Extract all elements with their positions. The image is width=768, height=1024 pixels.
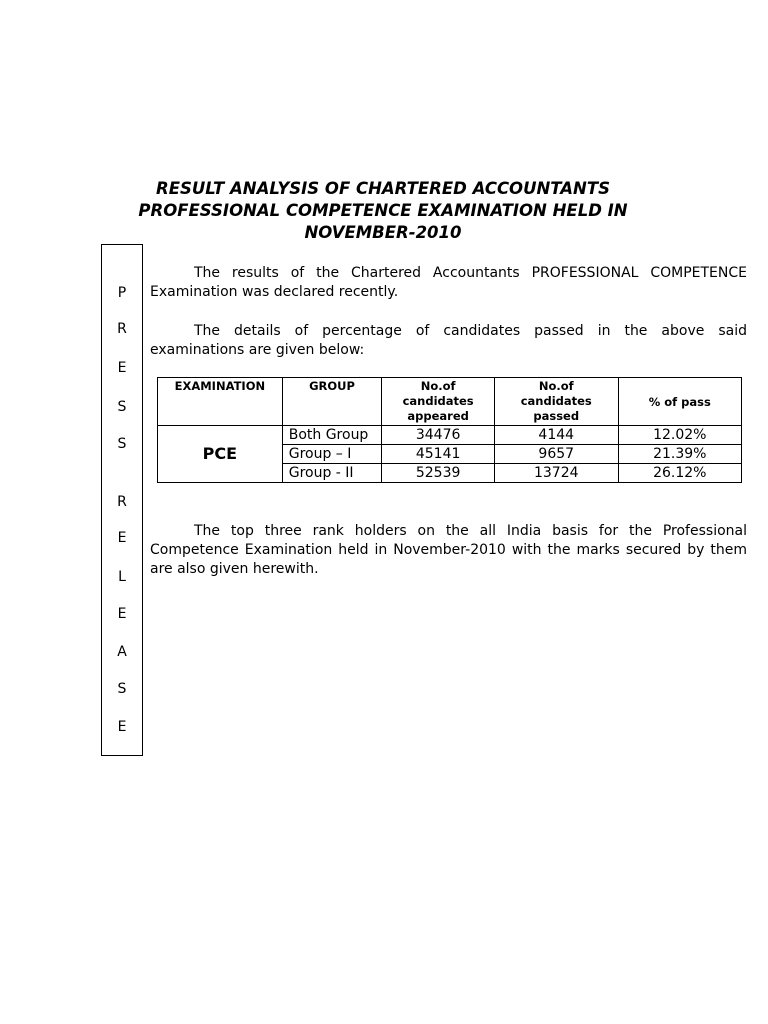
details-paragraph [150,322,747,360]
appeared-cell: 34476 [382,426,495,445]
side-letter: L [118,569,126,585]
passed-cell: 13724 [494,464,618,483]
results-table [157,377,742,483]
side-letter: P [117,285,127,301]
table-row [158,426,742,445]
title-line-3: NOVEMBER-2010 [304,223,462,242]
header-pass-percentage: % of pass [618,378,741,426]
pass-percentage-cell: 21.39% [618,445,741,464]
header-appeared-line: candidates [402,394,474,408]
side-letter: S [117,681,127,697]
header-examination: EXAMINATION [158,378,283,426]
side-letter: E [117,530,127,546]
document-title [100,178,666,244]
header-group: GROUP [282,378,382,426]
intro-paragraph [150,264,747,302]
side-letter: E [117,360,127,376]
header-passed-line: No.of [538,379,574,393]
title-line-1: RESULT ANALYSIS OF CHARTERED ACCOUNTANTS [156,179,610,198]
header-passed [494,378,618,426]
details-text: The details of percentage of candidates passed in the above said examinations are given below: [150,323,747,358]
press-release-side-label [101,244,143,756]
exam-name-cell: PCE [158,426,283,483]
side-letter: R [117,494,127,510]
passed-cell: 9657 [494,445,618,464]
appeared-cell: 45141 [382,445,495,464]
table-header-row [158,378,742,426]
side-letter: R [117,321,127,337]
pass-percentage-cell: 26.12% [618,464,741,483]
rank-holders-paragraph [150,522,747,579]
appeared-cell: 52539 [382,464,495,483]
group-cell: Group – I [282,445,382,464]
side-letter: E [117,606,127,622]
title-line-2: PROFESSIONAL COMPETENCE EXAMINATION HELD IN [138,201,628,220]
header-passed-line: passed [533,409,580,423]
pass-percentage-cell: 12.02% [618,426,741,445]
rank-holders-text: The top three rank holders on the all India basis for the Professional Competence Examination held in November-2010 with the marks secured by them are also given herewith. [150,523,747,577]
header-appeared [382,378,495,426]
side-letter: A [117,644,127,660]
side-letter: E [117,719,127,735]
header-appeared-line: appeared [407,409,469,423]
group-cell: Group - II [282,464,382,483]
header-appeared-line: No.of [420,379,456,393]
header-passed-line: candidates [520,394,592,408]
passed-cell: 4144 [494,426,618,445]
side-letter: S [117,399,127,415]
intro-text: The results of the Chartered Accountants PROFESSIONAL COMPETENCE Examination was declared recently. [150,265,747,300]
side-letter: S [117,436,127,452]
group-cell: Both Group [282,426,382,445]
